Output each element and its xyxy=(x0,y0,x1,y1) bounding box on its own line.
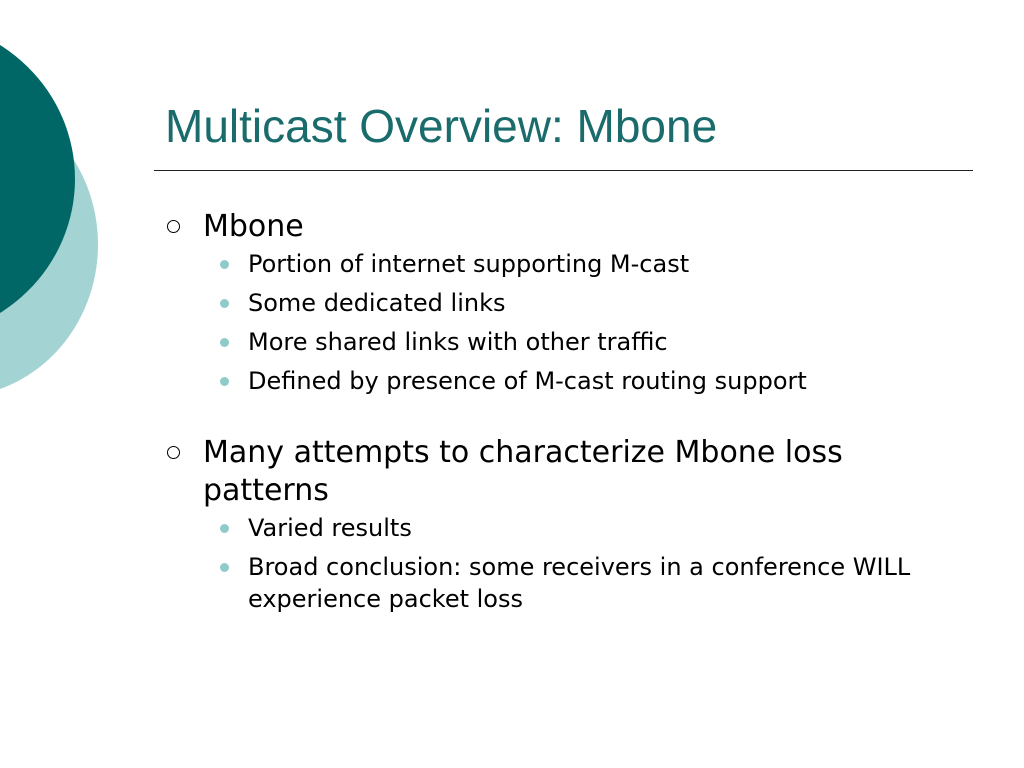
sub-bullet-list xyxy=(164,512,974,615)
bullet-level2 xyxy=(164,365,974,397)
bullet-level2 xyxy=(164,326,974,358)
sub-bullet-list xyxy=(164,248,974,397)
dot-bullet-icon xyxy=(220,299,229,308)
sub-bullet-text: Some dedicated links xyxy=(248,289,506,317)
sub-bullet-text: Portion of internet supporting M-cast xyxy=(248,250,690,278)
dot-bullet-icon xyxy=(220,524,229,533)
spacer xyxy=(164,404,974,434)
title-divider xyxy=(154,170,973,171)
bullet-text: Many attempts to characterize Mbone loss patterns xyxy=(203,435,843,508)
sub-bullet-text: Broad conclusion: some receivers in a conference WILL experience packet loss xyxy=(248,553,911,613)
dot-bullet-icon xyxy=(220,563,229,572)
bullet-level1 xyxy=(164,434,974,510)
slide-title: Multicast Overview: Mbone xyxy=(165,100,718,152)
slide-body xyxy=(164,208,974,622)
hollow-circle-bullet-icon xyxy=(167,220,180,233)
bullet-level2 xyxy=(164,248,974,280)
sub-bullet-text: More shared links with other traffic xyxy=(248,328,668,356)
bullet-level2 xyxy=(164,551,974,615)
bullet-text: Mbone xyxy=(203,209,304,244)
dot-bullet-icon xyxy=(220,377,229,386)
bullet-level1 xyxy=(164,208,974,246)
bullet-level2 xyxy=(164,287,974,319)
bullet-level2 xyxy=(164,512,974,544)
hollow-circle-bullet-icon xyxy=(167,446,180,459)
sub-bullet-text: Varied results xyxy=(248,514,412,542)
dot-bullet-icon xyxy=(220,338,229,347)
sub-bullet-text: Defined by presence of M-cast routing support xyxy=(248,367,807,395)
dot-bullet-icon xyxy=(220,260,229,269)
